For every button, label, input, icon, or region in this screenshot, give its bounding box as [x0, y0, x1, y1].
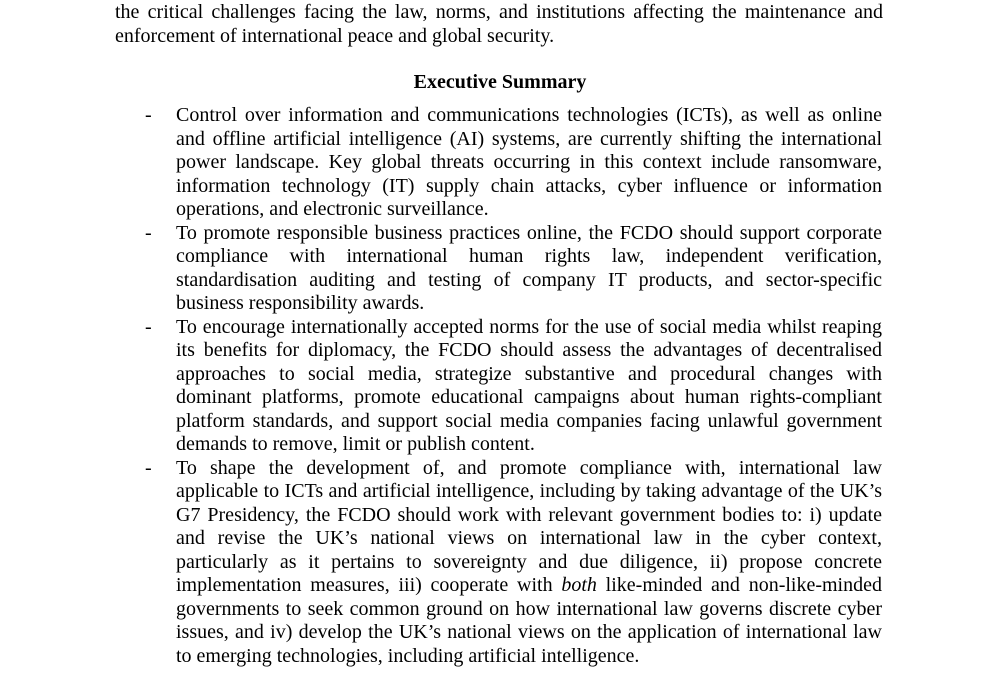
bullet-text: To encourage internationally accepted norms for the use of social media whilst reaping its benefits for diplomacy, the FCDO should assess the advantages of decentralised approaches to social media, strategize substantive and procedural changes with dominant platforms, promote educational campaigns about human rights-compliant platform standards, and support social media companies facing unlawful government demands to remove, limit or publish content. — [176, 315, 882, 455]
emphasized-word: both — [561, 574, 597, 596]
list-item — [0, 457, 1000, 669]
list-item — [0, 222, 1000, 316]
list-item — [0, 316, 1000, 457]
bullet-marker: - — [145, 104, 152, 126]
list-item — [0, 104, 1000, 222]
bullet-marker: - — [145, 315, 152, 338]
bullet-marker: - — [145, 221, 152, 244]
section-heading: Executive Summary — [413, 71, 587, 93]
bullet-text — [176, 457, 882, 669]
bullet-text-segment: To shape the development of, and promote compliance with, international law applicable to ICTs and artificial intelligence, including by taking advantage of the UK’s G7 Presidency, the FCDO should work with relevant government bodies to: i) update and revise the UK’s national views on international law in the cyber context, particularly as it pertains to sovereignty and due diligence, ii) propose concrete implementation measures, iii) cooperate with — [176, 456, 882, 596]
bullet-text: To promote responsible business practices online, the FCDO should support corporate compliance with international human rights law, independent verification, standardisation auditing and testing of company IT products, and sector-specific business responsibility awards. — [176, 221, 882, 314]
bullet-text: Control over information and communications technologies (ICTs), as well as online and offline artificial intelligence (AI) systems, are currently shifting the international power landscape. Key global threats occurring in this context include ransomware, information technology (IT) supply chain attacks, cyber influence or information operations, and electronic surveillance. — [176, 104, 882, 220]
intro-paragraph: the critical challenges facing the law, norms, and institutions affecting the maintenance and enforcement of international peace and global security. — [115, 1, 883, 47]
bullet-text-segment: like-minded and non-like-minded governments to seek common ground on how international law governs discrete cyber issues, and iv) develop the UK’s national views on the application of international law to emerging technologies, including artificial intelligence. — [176, 574, 882, 667]
bullet-marker: - — [145, 456, 152, 479]
summary-list — [0, 104, 1000, 668]
